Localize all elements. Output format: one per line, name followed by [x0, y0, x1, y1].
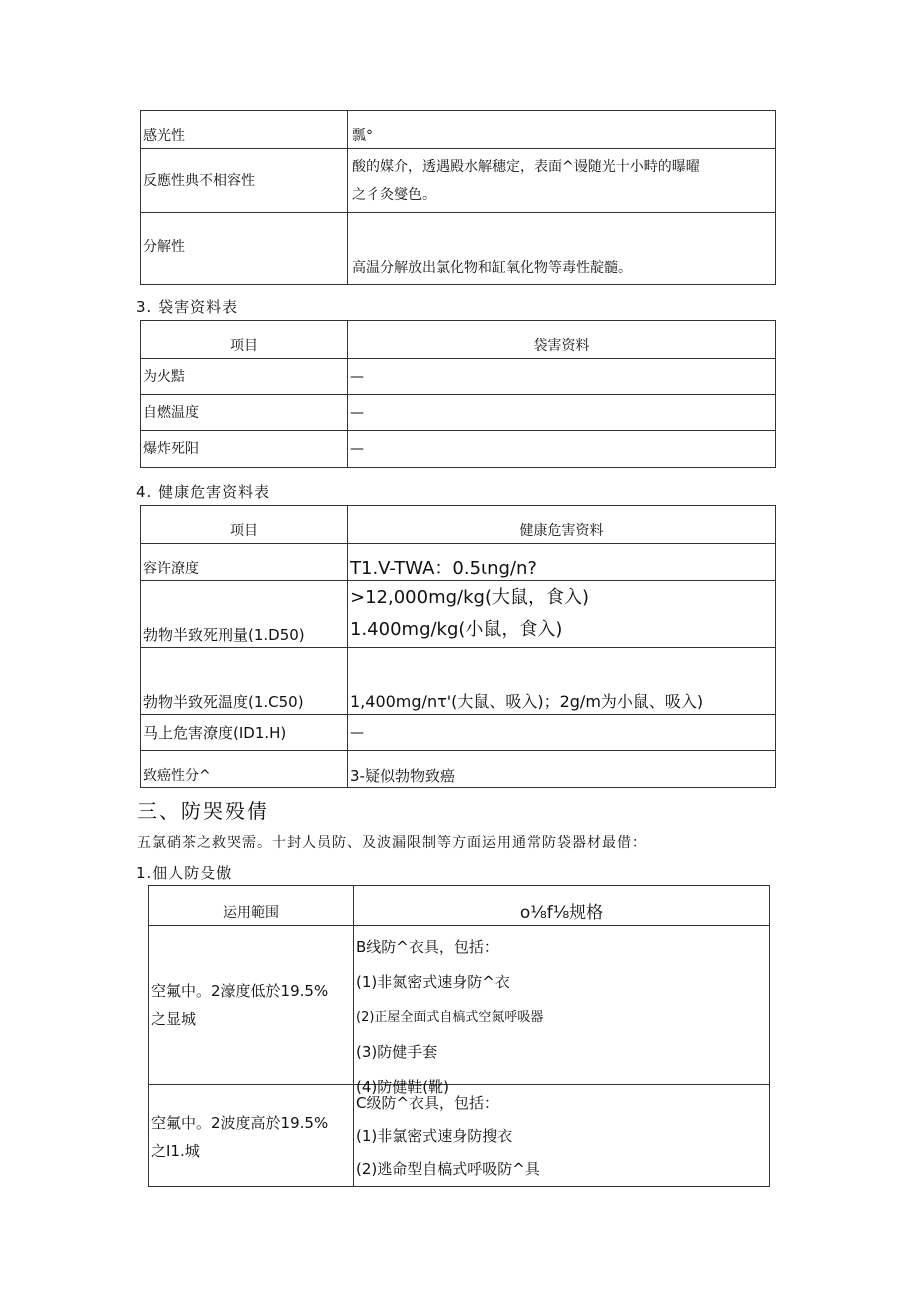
- table-row: [141, 395, 776, 431]
- row-label: 感光性: [141, 111, 348, 149]
- table-header-row: [149, 886, 770, 926]
- column-header: o⅛f⅛规格: [354, 886, 770, 926]
- row-value: [354, 926, 770, 1096]
- properties-table: [140, 110, 776, 285]
- row-value: —: [348, 359, 776, 395]
- value-line: B线防^衣具，包括：: [356, 938, 499, 956]
- row-value: —: [348, 431, 776, 468]
- row-value: 3-疑似勃物致癌: [348, 751, 776, 788]
- label-line: 空氟中。2波度高於19.5%: [151, 1114, 329, 1132]
- table-row: [141, 149, 776, 213]
- value-line: 之彳灸燮色。: [352, 186, 436, 203]
- table-row: [141, 544, 776, 581]
- table-row: [141, 431, 776, 468]
- value-line: 1.400mg∕kg(小鼠，食入): [350, 619, 563, 640]
- table-row: [141, 648, 776, 715]
- intro-paragraph: 五氯硝茶之救哭需。十封人员防、及波漏限制等方面运用通常防袋器材最借：: [137, 835, 647, 851]
- row-label: 反應性典不相容性: [141, 149, 348, 213]
- table-row: [141, 751, 776, 788]
- label-line: 空氟中。2濠度低於19.5%: [151, 982, 329, 1000]
- label-line: 之显城: [151, 1010, 197, 1028]
- row-value: —: [348, 715, 776, 751]
- value-line: C级防^衣具，包括：: [356, 1094, 500, 1112]
- row-label: 容许潦度: [141, 544, 348, 581]
- value-line: >12,000mg∕kg(大鼠，食入): [350, 587, 589, 608]
- row-value: T1.V-TWA：0.5ιng∕n?: [348, 544, 776, 581]
- value-line: (1)非氯密式速身防搜衣: [356, 1127, 513, 1145]
- row-label: 马上危害潦度(ID1.H): [141, 715, 348, 751]
- protective-equipment-table: [148, 885, 770, 1187]
- column-header: 袋害资料: [348, 321, 776, 359]
- row-value: [348, 581, 776, 648]
- row-value: 高温分解放出氯化物和缸氧化物等毒性靛髓。: [348, 213, 776, 285]
- section-title: 1.佃人防殳傲: [136, 864, 233, 882]
- row-label: 分解性: [141, 213, 348, 285]
- section-title: 4. 健康危害资料表: [136, 483, 271, 501]
- column-header: 项目: [141, 321, 348, 359]
- table-row: [141, 581, 776, 648]
- table-row: [141, 715, 776, 751]
- column-header: 项目: [141, 506, 348, 544]
- row-value: [348, 149, 776, 213]
- row-value: [354, 1085, 770, 1187]
- row-label: 为火黠: [141, 359, 348, 395]
- row-label: 致癌性分^: [141, 751, 348, 788]
- table-row: [149, 1085, 770, 1187]
- row-label: 勃物半致死温度(1.C50): [141, 648, 348, 715]
- column-header: 健康危害资料: [348, 506, 776, 544]
- table-row: [149, 926, 770, 1085]
- value-line: (4)防健鞋(靴): [356, 1078, 449, 1096]
- chapter-title: 三、防哭殁倩: [137, 799, 269, 823]
- row-label: 爆炸死阳: [141, 431, 348, 468]
- row-value: —: [348, 395, 776, 431]
- row-label: [149, 1085, 354, 1187]
- table-row: [141, 111, 776, 149]
- table-header-row: [141, 506, 776, 544]
- value-line: (3)防健手套: [356, 1043, 438, 1061]
- table-row: [141, 213, 776, 285]
- row-label: [149, 926, 354, 1085]
- value-line: (1)非氮密式速身防^衣: [356, 973, 510, 991]
- table-row: [141, 359, 776, 395]
- row-label: 勃物半致死刑量(1.D50): [141, 581, 348, 648]
- row-value: 1,400mg∕nτ'(大鼠、吸入)；2g∕m为小鼠、吸入): [348, 648, 776, 715]
- table-header-row: [141, 321, 776, 359]
- value-line: (2)正屋全面式自槁式空氮呼吸器: [356, 1010, 544, 1025]
- column-header: 运用範围: [149, 886, 354, 926]
- health-hazard-table: [140, 505, 776, 788]
- value-line: (2)逃命型自槁式呼吸防^具: [356, 1160, 540, 1178]
- hazard-table: [140, 320, 776, 468]
- label-line: 之I1.城: [151, 1142, 200, 1160]
- row-label: 自燃温度: [141, 395, 348, 431]
- value-line: 酸的媒介，透遇殿水解穗定，表面^谩随光十小畤的曝曜: [352, 158, 700, 175]
- section-title: 3. 袋害资料表: [136, 298, 239, 316]
- row-value: 瓢°: [348, 111, 776, 149]
